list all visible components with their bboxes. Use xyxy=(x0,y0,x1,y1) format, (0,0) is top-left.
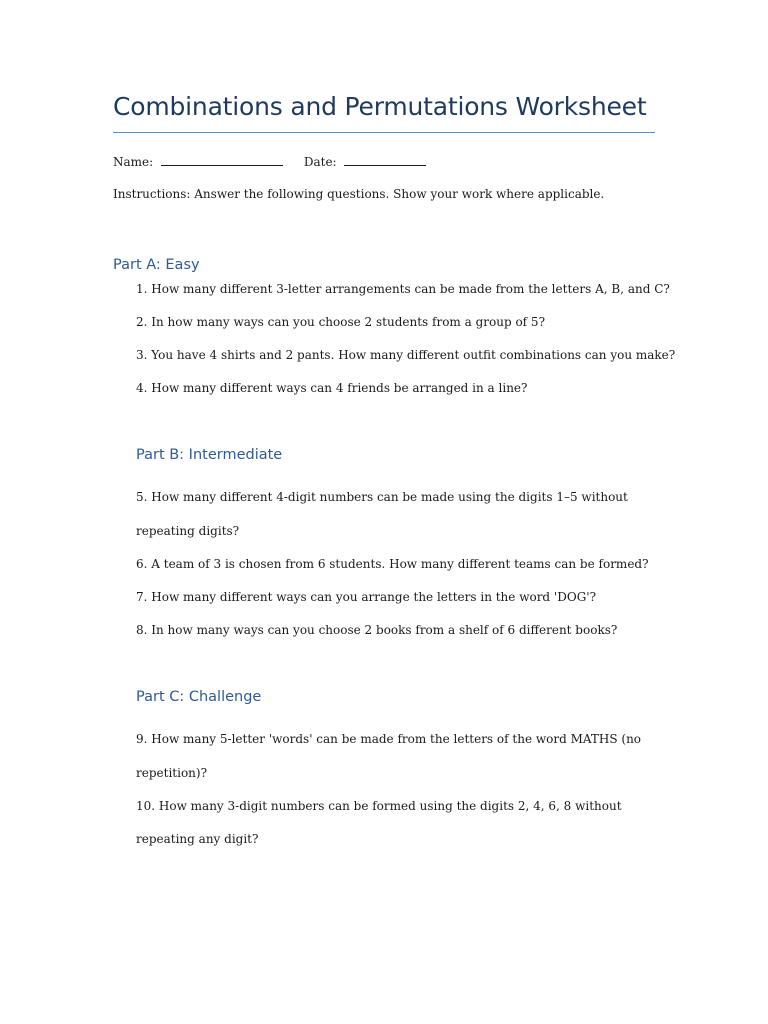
question-2: 2. In how many ways can you choose 2 students from a group of 5? xyxy=(136,315,546,329)
title-underline xyxy=(113,132,655,133)
question-4: 4. How many different ways can 4 friends be arranged in a line? xyxy=(136,381,528,395)
question-5-line-2: repeating digits? xyxy=(136,524,240,538)
part-b-heading: Part B: Intermediate xyxy=(136,447,283,463)
name-field[interactable] xyxy=(161,154,283,166)
question-9-line-1: 9. How many 5-letter 'words' can be made from the letters of the word MATHS (no xyxy=(136,732,642,746)
question-3: 3. You have 4 shirts and 2 pants. How many different outfit combinations can you make? xyxy=(136,348,676,362)
header-fields-row xyxy=(113,154,426,170)
date-field[interactable] xyxy=(344,154,426,166)
question-7: 7. How many different ways can you arrange the letters in the word 'DOG'? xyxy=(136,590,597,604)
part-c-heading: Part C: Challenge xyxy=(136,689,262,705)
date-label: Date: xyxy=(303,155,337,169)
question-9-line-2: repetition)? xyxy=(136,766,208,780)
instructions-text: Instructions: Answer the following questions. Show your work where applicable. xyxy=(113,187,605,201)
part-a-heading: Part A: Easy xyxy=(113,257,200,273)
question-10-line-1: 10. How many 3-digit numbers can be formed using the digits 2, 4, 6, 8 without xyxy=(136,799,622,813)
name-label: Name: xyxy=(113,155,154,169)
question-5-line-1: 5. How many different 4-digit numbers can be made using the digits 1–5 without xyxy=(136,490,628,504)
question-6: 6. A team of 3 is chosen from 6 students. How many different teams can be formed? xyxy=(136,557,649,571)
question-10-line-2: repeating any digit? xyxy=(136,832,259,846)
page-title: Combinations and Permutations Worksheet xyxy=(113,92,647,121)
question-1: 1. How many different 3-letter arrangements can be made from the letters A, B, and C? xyxy=(136,282,670,296)
question-8: 8. In how many ways can you choose 2 books from a shelf of 6 different books? xyxy=(136,623,618,637)
